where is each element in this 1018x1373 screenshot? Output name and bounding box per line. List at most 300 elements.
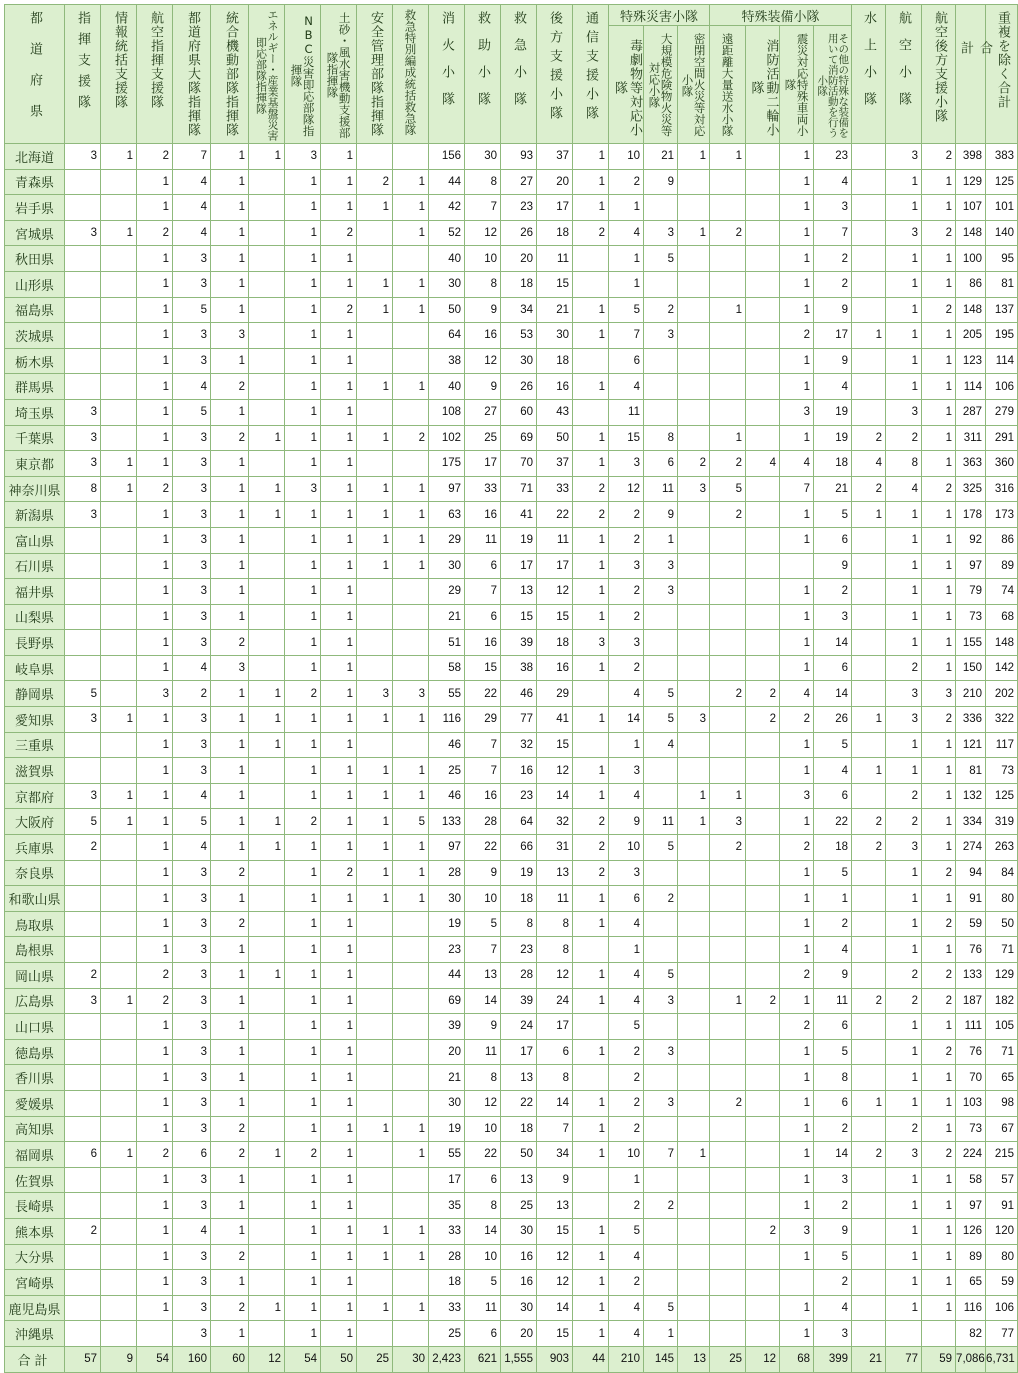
value-cell: 16 (537, 374, 573, 400)
value-cell (101, 271, 137, 297)
value-cell: 14 (537, 1295, 573, 1321)
value-cell: 3 (886, 144, 922, 170)
value-cell: 2 (609, 1270, 644, 1296)
value-cell: 1 (137, 1014, 173, 1040)
value-cell: 5 (465, 1270, 501, 1296)
value-cell: 1 (357, 297, 393, 323)
value-cell (65, 1270, 101, 1296)
value-cell (65, 374, 101, 400)
value-cell (710, 195, 746, 221)
value-cell: 1 (285, 1270, 321, 1296)
value-cell: 7 (465, 195, 501, 221)
value-cell: 3 (173, 1295, 211, 1321)
value-cell (573, 1014, 609, 1040)
value-cell: 1 (573, 527, 609, 553)
value-cell: 2 (609, 1090, 644, 1116)
value-cell (65, 1090, 101, 1116)
value-cell: 1 (922, 604, 956, 630)
value-cell: 86 (956, 271, 986, 297)
value-cell: 30 (429, 553, 465, 579)
value-cell (780, 1270, 814, 1296)
value-cell: 5 (644, 835, 678, 861)
value-cell: 50 (537, 425, 573, 451)
value-cell: 1 (609, 732, 644, 758)
value-cell: 1 (285, 425, 321, 451)
value-cell: 1 (137, 502, 173, 528)
value-cell: 116 (956, 1295, 986, 1321)
value-cell: 1 (780, 604, 814, 630)
value-cell: 1 (393, 1116, 429, 1142)
value-cell (357, 630, 393, 656)
table-row (5, 604, 1018, 630)
value-cell: 5 (814, 860, 852, 886)
value-cell: 1 (211, 271, 249, 297)
value-cell (710, 937, 746, 963)
value-cell: 3 (211, 323, 249, 349)
value-cell: 80 (986, 886, 1018, 912)
value-cell: 1 (573, 1218, 609, 1244)
value-cell: 2 (65, 1218, 101, 1244)
value-cell: 14 (814, 681, 852, 707)
header-col-21-label: その他の特殊な装備を用いて消防活動を行う小隊 (816, 32, 850, 138)
value-cell: 15 (501, 604, 537, 630)
header-col-10-label: 消火小隊 (439, 11, 454, 119)
value-cell: 6 (173, 1142, 211, 1168)
value-cell (101, 1244, 137, 1270)
value-cell (746, 348, 780, 374)
value-cell: 1 (852, 1090, 886, 1116)
value-cell: 8 (465, 1065, 501, 1091)
value-cell: 316 (986, 476, 1018, 502)
table-row (5, 809, 1018, 835)
value-cell: 1 (886, 1065, 922, 1091)
value-cell: 1 (137, 1193, 173, 1219)
value-cell (710, 553, 746, 579)
value-cell: 18 (501, 1116, 537, 1142)
value-cell: 1 (886, 297, 922, 323)
value-cell: 1 (886, 323, 922, 349)
value-cell: 1 (211, 220, 249, 246)
value-cell (678, 374, 710, 400)
table-row (5, 1142, 1018, 1168)
value-cell: 1 (137, 783, 173, 809)
value-cell: 1 (137, 553, 173, 579)
table-row (5, 271, 1018, 297)
header-col-12-label: 救急小隊 (511, 11, 526, 119)
value-cell (746, 195, 780, 221)
value-cell (65, 1014, 101, 1040)
value-cell: 1 (357, 835, 393, 861)
value-cell: 1 (393, 527, 429, 553)
value-cell: 3 (173, 1090, 211, 1116)
value-cell: 3 (886, 707, 922, 733)
value-cell: 133 (429, 809, 465, 835)
value-cell: 12 (537, 579, 573, 605)
value-cell: 38 (429, 348, 465, 374)
value-cell: 1 (886, 860, 922, 886)
value-cell (678, 1295, 710, 1321)
value-cell: 10 (465, 1116, 501, 1142)
value-cell: 1 (321, 144, 357, 170)
value-cell: 1 (285, 348, 321, 374)
value-cell: 1 (137, 246, 173, 272)
value-cell (678, 323, 710, 349)
value-cell: 81 (986, 271, 1018, 297)
header-col-0 (65, 5, 101, 144)
value-cell (65, 297, 101, 323)
value-cell: 6 (814, 1014, 852, 1040)
value-cell: 4 (609, 374, 644, 400)
prefecture-cell: 沖縄県 (5, 1321, 65, 1347)
value-cell: 1 (211, 1270, 249, 1296)
value-cell: 2 (780, 1014, 814, 1040)
value-cell (746, 502, 780, 528)
value-cell: 2 (852, 835, 886, 861)
header-col-1-label: 情報統括支援隊 (111, 11, 127, 109)
value-cell: 1 (321, 707, 357, 733)
value-cell: 3 (573, 630, 609, 656)
value-cell: 2 (780, 323, 814, 349)
value-cell: 1 (321, 630, 357, 656)
value-cell (573, 1167, 609, 1193)
header-col-22 (852, 5, 886, 144)
value-cell (573, 399, 609, 425)
value-cell (710, 271, 746, 297)
value-cell: 2 (609, 169, 644, 195)
value-cell: 17 (537, 553, 573, 579)
value-cell: 71 (986, 937, 1018, 963)
value-cell: 1 (285, 553, 321, 579)
value-cell (65, 579, 101, 605)
value-cell: 3 (173, 1167, 211, 1193)
header-col-20 (780, 26, 814, 144)
value-cell: 1 (393, 169, 429, 195)
value-cell: 1 (886, 374, 922, 400)
value-cell: 1 (249, 835, 285, 861)
value-cell: 50 (321, 1346, 357, 1372)
value-cell (249, 246, 285, 272)
value-cell: 173 (986, 502, 1018, 528)
value-cell (357, 579, 393, 605)
value-cell: 1 (321, 246, 357, 272)
value-cell (746, 1090, 780, 1116)
value-cell: 14 (814, 630, 852, 656)
header-col-2 (137, 5, 173, 144)
value-cell: 1 (780, 988, 814, 1014)
value-cell: 1 (285, 655, 321, 681)
value-cell: 1 (393, 886, 429, 912)
value-cell (678, 1090, 710, 1116)
value-cell (746, 1321, 780, 1347)
value-cell: 2 (573, 835, 609, 861)
value-cell: 1 (886, 630, 922, 656)
value-cell: 1 (780, 758, 814, 784)
value-cell: 1 (852, 502, 886, 528)
value-cell (249, 758, 285, 784)
value-cell: 2 (211, 860, 249, 886)
value-cell (249, 860, 285, 886)
header-col-6-label: NBC災害即応部隊指揮隊 (289, 13, 316, 137)
value-cell: 205 (956, 323, 986, 349)
prefecture-cell: 埼玉県 (5, 399, 65, 425)
value-cell: 3 (173, 604, 211, 630)
value-cell (644, 860, 678, 886)
table-row (5, 707, 1018, 733)
value-cell: 202 (986, 681, 1018, 707)
header-col-2-label: 航空指揮支援隊 (147, 11, 163, 109)
value-cell (249, 271, 285, 297)
value-cell: 39 (501, 988, 537, 1014)
value-cell: 2 (922, 860, 956, 886)
header-col-9 (393, 5, 429, 144)
value-cell: 1 (285, 220, 321, 246)
value-cell: 2 (746, 988, 780, 1014)
value-cell: 1 (285, 758, 321, 784)
value-cell (710, 246, 746, 272)
prefecture-cell: 愛媛県 (5, 1090, 65, 1116)
value-cell: 46 (501, 681, 537, 707)
table-row (5, 1270, 1018, 1296)
value-cell: 1 (285, 323, 321, 349)
value-cell (357, 323, 393, 349)
value-cell: 2 (357, 169, 393, 195)
value-cell: 50 (501, 1142, 537, 1168)
value-cell: 1 (678, 220, 710, 246)
prefecture-cell: 北海道 (5, 144, 65, 170)
value-cell: 1 (285, 399, 321, 425)
value-cell: 2 (573, 860, 609, 886)
value-cell: 18 (814, 451, 852, 477)
value-cell: 334 (956, 809, 986, 835)
value-cell: 1 (780, 527, 814, 553)
value-cell: 1 (780, 374, 814, 400)
prefecture-cell: 鹿児島県 (5, 1295, 65, 1321)
value-cell: 1 (285, 1321, 321, 1347)
value-cell: 1 (573, 911, 609, 937)
table-row (5, 323, 1018, 349)
value-cell: 1 (780, 1039, 814, 1065)
value-cell: 1 (644, 527, 678, 553)
value-cell (746, 323, 780, 349)
value-cell: 2 (886, 425, 922, 451)
value-cell: 1 (321, 1244, 357, 1270)
value-cell: 1 (710, 297, 746, 323)
value-cell: 3 (173, 1116, 211, 1142)
value-cell (249, 937, 285, 963)
value-cell: 3 (173, 732, 211, 758)
value-cell: 1 (211, 988, 249, 1014)
value-cell (678, 1193, 710, 1219)
value-cell: 1 (922, 758, 956, 784)
value-cell: 16 (501, 758, 537, 784)
value-cell (746, 732, 780, 758)
value-cell: 4 (609, 1295, 644, 1321)
value-cell: 2 (780, 835, 814, 861)
value-cell (852, 553, 886, 579)
value-cell: 1 (922, 1270, 956, 1296)
value-cell (101, 1116, 137, 1142)
value-cell: 1 (393, 374, 429, 400)
value-cell: 54 (137, 1346, 173, 1372)
value-cell (101, 937, 137, 963)
value-cell: 1 (357, 1295, 393, 1321)
value-cell: 4 (609, 963, 644, 989)
value-cell: 1 (249, 144, 285, 170)
value-cell (746, 937, 780, 963)
value-cell (710, 707, 746, 733)
value-cell (852, 374, 886, 400)
value-cell (65, 655, 101, 681)
value-cell: 1 (393, 553, 429, 579)
value-cell: 4 (814, 937, 852, 963)
value-cell: 1 (357, 758, 393, 784)
value-cell: 1 (285, 860, 321, 886)
value-cell (65, 271, 101, 297)
value-cell: 29 (429, 527, 465, 553)
header-col-22-label: 水上小隊 (861, 11, 877, 119)
total-label: 合計 (5, 1346, 65, 1372)
value-cell: 1 (886, 553, 922, 579)
value-cell: 1 (393, 297, 429, 323)
value-cell: 210 (609, 1346, 644, 1372)
value-cell: 3 (65, 144, 101, 170)
value-cell: 1 (137, 860, 173, 886)
value-cell: 14 (537, 1090, 573, 1116)
value-cell (710, 323, 746, 349)
value-cell: 25 (710, 1346, 746, 1372)
header-col-15 (609, 26, 644, 144)
value-cell (710, 911, 746, 937)
value-cell (746, 1039, 780, 1065)
value-cell: 1 (211, 1167, 249, 1193)
value-cell (644, 783, 678, 809)
value-cell: 1 (101, 476, 137, 502)
value-cell (746, 783, 780, 809)
value-cell: 9 (814, 297, 852, 323)
value-cell: 1 (211, 169, 249, 195)
value-cell: 4 (173, 655, 211, 681)
value-cell (65, 1167, 101, 1193)
value-cell: 93 (501, 144, 537, 170)
value-cell: 1 (922, 1014, 956, 1040)
header-col-16-label: 大規模危険物火災等対応小隊 (647, 33, 674, 137)
value-cell: 1 (321, 1295, 357, 1321)
value-cell: 1 (922, 553, 956, 579)
value-cell (101, 169, 137, 195)
value-cell: 18 (429, 1270, 465, 1296)
value-cell (710, 1065, 746, 1091)
value-cell (101, 502, 137, 528)
value-cell (393, 1014, 429, 1040)
value-cell: 16 (501, 1244, 537, 1270)
value-cell: 3 (65, 399, 101, 425)
value-cell (746, 809, 780, 835)
value-cell: 1 (357, 860, 393, 886)
value-cell: 14 (465, 1218, 501, 1244)
value-cell: 1 (321, 527, 357, 553)
header-col-26-label: 重複を除く合計 (995, 11, 1011, 109)
value-cell: 24 (501, 1014, 537, 1040)
value-cell: 2 (644, 1193, 678, 1219)
value-cell: 11 (609, 399, 644, 425)
value-cell: 30 (393, 1346, 429, 1372)
value-cell (357, 911, 393, 937)
value-cell: 1 (922, 348, 956, 374)
value-cell: 30 (501, 348, 537, 374)
value-cell: 12 (609, 476, 644, 502)
value-cell: 1 (573, 783, 609, 809)
value-cell: 1 (393, 783, 429, 809)
value-cell: 21 (429, 604, 465, 630)
value-cell: 69 (429, 988, 465, 1014)
value-cell: 9 (465, 374, 501, 400)
value-cell: 1 (285, 271, 321, 297)
header-col-20-label: 震災対応特殊車両小隊 (783, 33, 810, 137)
value-cell: 2 (211, 1295, 249, 1321)
value-cell: 1 (573, 579, 609, 605)
value-cell (357, 1321, 393, 1347)
value-cell: 3 (65, 988, 101, 1014)
value-cell: 43 (537, 399, 573, 425)
value-cell (710, 1218, 746, 1244)
value-cell: 5 (609, 297, 644, 323)
value-cell: 13 (501, 579, 537, 605)
value-cell (65, 911, 101, 937)
prefecture-cell: 栃木県 (5, 348, 65, 374)
value-cell: 5 (173, 399, 211, 425)
value-cell: 1 (285, 604, 321, 630)
header-col-1 (101, 5, 137, 144)
value-cell (101, 911, 137, 937)
value-cell: 12 (537, 963, 573, 989)
value-cell: 3 (644, 1039, 678, 1065)
value-cell: 1 (886, 1193, 922, 1219)
value-cell: 1 (249, 425, 285, 451)
value-cell: 2 (886, 1116, 922, 1142)
value-cell: 3 (173, 271, 211, 297)
value-cell: 1 (573, 1116, 609, 1142)
value-cell (678, 553, 710, 579)
value-cell: 1 (357, 553, 393, 579)
value-cell (65, 553, 101, 579)
value-cell: 3 (173, 1321, 211, 1347)
header-col-19-label: 消防活動二輪小隊 (748, 38, 779, 137)
value-cell: 21 (537, 297, 573, 323)
value-cell (678, 425, 710, 451)
value-cell: 1 (886, 911, 922, 937)
value-cell: 60 (211, 1346, 249, 1372)
value-cell: 1 (321, 348, 357, 374)
value-cell (249, 1218, 285, 1244)
value-cell: 3 (173, 937, 211, 963)
value-cell: 37 (537, 144, 573, 170)
value-cell: 65 (986, 1065, 1018, 1091)
header-col-12 (501, 5, 537, 144)
value-cell: 7 (465, 579, 501, 605)
value-cell: 1 (321, 1065, 357, 1091)
header-group-special-disaster: 特殊災害小隊 (609, 5, 710, 26)
value-cell (852, 1167, 886, 1193)
value-cell: 3 (644, 553, 678, 579)
value-cell: 15 (537, 1218, 573, 1244)
value-cell: 3 (65, 425, 101, 451)
value-cell: 2 (211, 630, 249, 656)
value-cell: 1 (922, 809, 956, 835)
value-cell (710, 527, 746, 553)
value-cell: 101 (986, 195, 1018, 221)
value-cell (101, 1321, 137, 1347)
value-cell: 1 (922, 579, 956, 605)
